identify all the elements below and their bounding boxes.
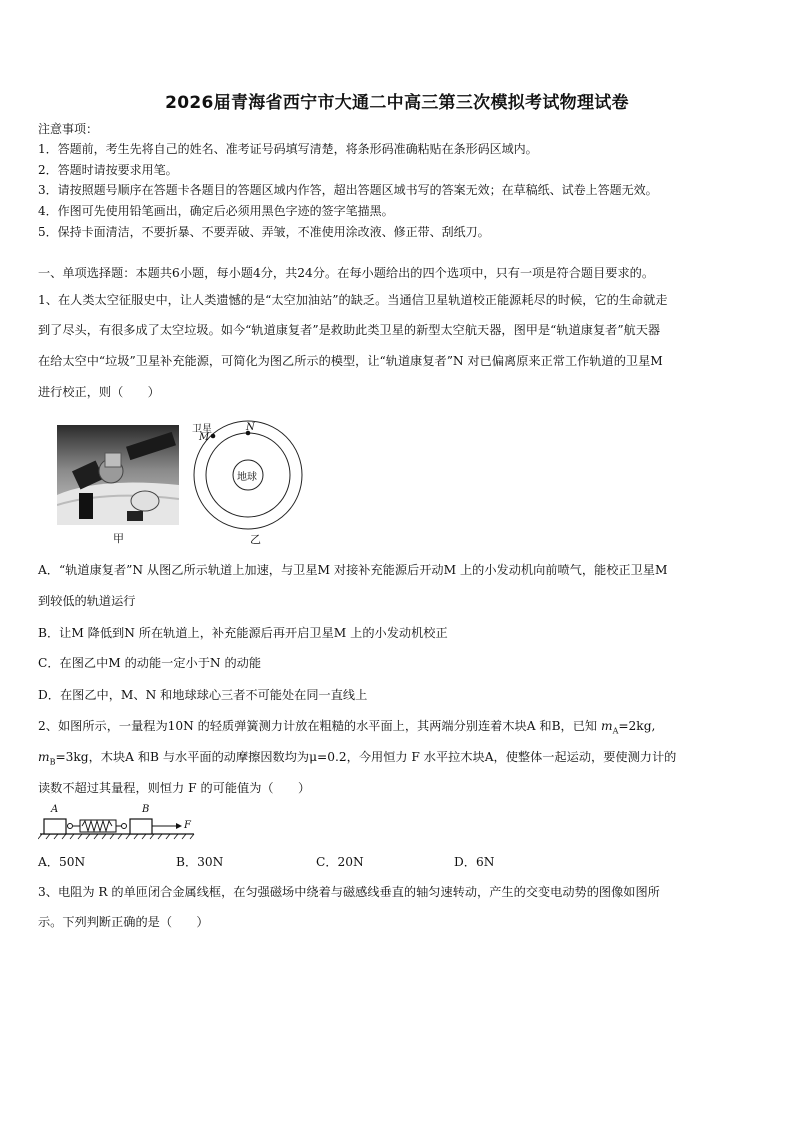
- figure-caption-jia: 甲: [113, 532, 124, 545]
- notice-item: 2．答题时请按要求用笔。: [38, 163, 178, 177]
- block-a-label: A: [51, 804, 59, 815]
- option-b: B．让M 降低到N 所在轨道上，补充能源后再开启卫星M 上的小发动机校正: [38, 626, 448, 640]
- block-b-label: B: [142, 804, 150, 815]
- notice-item: 1．答题前，考生先将自己的姓名、准考证号码填写清楚，将条形码准确粘贴在条形码区域内。: [38, 142, 538, 156]
- notice-item: 3．请按照题号顺序在答题卡各题目的答题区域内作答，超出答题区域书写的答案无效；在草稿纸、试卷上答题无效。: [38, 183, 658, 197]
- question-2-text: 读数不超过其量程，则恒力 F 的可能值为（ ）: [38, 781, 311, 795]
- earth-label: 地球: [237, 472, 257, 483]
- satellite-label: 卫星: [192, 424, 212, 435]
- mass-symbol: m: [601, 719, 613, 733]
- option-c: C．20N: [316, 855, 364, 869]
- option-b: B．30N: [176, 855, 224, 869]
- option-d: D．在图乙中，M、N 和地球球心三者不可能处在同一直线上: [38, 688, 368, 702]
- section-heading: 一、单项选择题：本题共6小题，每小题4分，共24分。在每小题给出的四个选项中，只有一项是符合题目要求的。: [38, 266, 655, 280]
- option-a: A．50N: [38, 855, 86, 869]
- question-2-line1: 2、如图所示，一量程为10N 的轻质弹簧测力计放在粗糙的水平面上，其两端分别连着木块A 和B，已知: [38, 719, 601, 733]
- m-label: M: [199, 432, 210, 443]
- n-label: N: [246, 422, 255, 433]
- question-1-text: 进行校正，则（ ）: [38, 385, 160, 399]
- mass-subscript: A: [612, 726, 619, 736]
- question-1-text: 到了尽头，有很多成了太空垃圾。如今“轨道康复者”是救助此类卫星的新型太空航天器，图甲是“轨道康复者”航天器: [38, 323, 661, 337]
- option-d: D．6N: [454, 855, 495, 869]
- orbit-diagram: [190, 420, 320, 532]
- option-c: C．在图乙中M 的动能一定小于N 的动能: [38, 656, 262, 670]
- mass-subscript: B: [49, 757, 56, 767]
- question-2-line2: =3kg，木块A 和B 与水平面的动摩擦因数均为μ=0.2，今用恒力 F 水平拉木块A，使整体一起运动，要使测力计的: [55, 750, 677, 764]
- question-1-text: 1、在人类太空征服史中，让人类遗憾的是“太空加油站”的缺乏。当通信卫星轨道校正能源耗尽的时候，它的生命就走: [38, 293, 668, 307]
- exam-title: 2026届青海省西宁市大通二中高三第三次模拟考试物理试卷: [165, 93, 629, 113]
- option-a-cont: 到较低的轨道运行: [38, 594, 136, 608]
- notice-item: 4．作图可先使用铅笔画出，确定后必须用黑色字迹的签字笔描黑。: [38, 204, 394, 218]
- force-f-label: F: [184, 820, 191, 831]
- question-2-text: [38, 718, 758, 739]
- question-2-text: [38, 749, 758, 770]
- mass-symbol: m: [38, 750, 50, 764]
- question-3-text: 示。下列判断正确的是（ ）: [38, 915, 209, 929]
- question-3-text: 3、电阻为 R 的单匝闭合金属线框，在匀强磁场中绕着与磁感线垂直的轴匀速转动，产生的交变电动势的图像如图所: [38, 885, 660, 899]
- notice-item: 5．保持卡面清洁，不要折暴、不要弄破、弄皱，不准使用涂改液、修正带、刮纸刀。: [38, 225, 490, 239]
- question-1-text: 在给太空中“垃圾”卫星补充能源，可简化为图乙所示的模型，让“轨道康复者”N 对已偏离原来正常工作轨道的卫星M: [38, 354, 663, 368]
- notice-heading: 注意事项：: [38, 122, 99, 136]
- mass-a-value: =2kg,: [618, 719, 656, 733]
- option-a: A．“轨道康复者”N 从图乙所示轨道上加速，与卫星M 对接补充能源后开动M 上的小发动机向前喷气，能校正卫星M: [38, 563, 668, 577]
- figure-caption-yi: 乙: [250, 533, 261, 546]
- spring-block-diagram: [38, 806, 198, 840]
- spacecraft-photo: [57, 425, 179, 525]
